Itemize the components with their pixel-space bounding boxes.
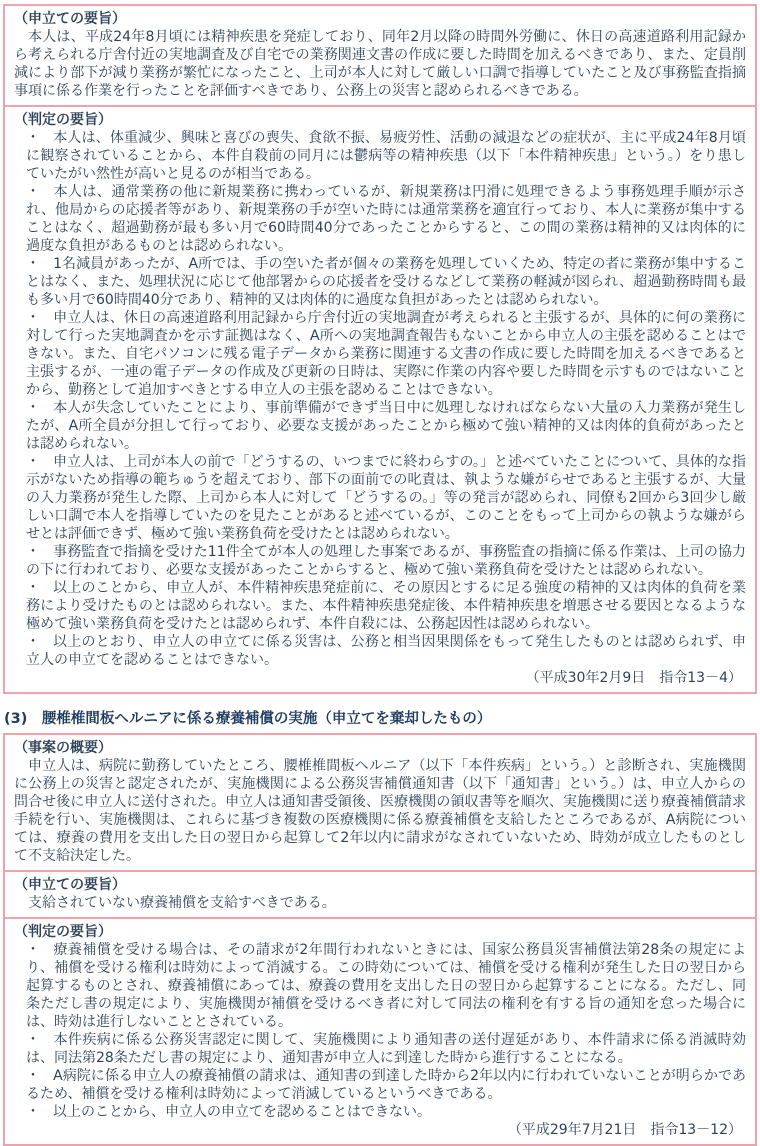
judgment-bullet-text: 以上のことから、申立人の申立てを認めることはできない。 [53,1104,431,1120]
judgment-summary-title: （判定の要旨） [14,924,112,940]
judgment-bullet [14,543,746,579]
judgment-bullet-text: 以上のとおり、申立人の申立てに係る災害は、公務と相当因果関係をもって発生したものとは認められず、申立人の申立てを認めることはできない。 [26,634,746,668]
case2-box-group [3,4,757,694]
judgment-bullet [14,633,746,669]
judgment-bullet [14,941,746,1031]
case3-claim-summary-box [5,870,755,917]
judgment-bullet [14,399,746,453]
judgment-bullet [14,579,746,633]
case3-judgment-summary-box [5,917,755,1144]
bullet-icon: ・ [26,634,41,650]
ruling-date: （平成29年7月21日 指令13－12） [507,1122,742,1138]
judgment-bullet [14,1067,746,1103]
judgment-bullet-text: 本件疾病に係る公務災害認定に関して、実施機関により通知書の送付遅延があり、本件請求に係る消滅時効は、同法第28条ただし書の規定により、通知書が申立人に到達した時から進行することになる。 [26,1032,747,1066]
bullet-icon: ・ [26,184,41,200]
bullet-icon: ・ [26,544,41,560]
bullet-icon: ・ [26,400,41,416]
bullet-icon: ・ [26,1032,41,1048]
judgment-bullet [14,1031,746,1067]
judgment-bullet-text: 申立人は、上司が本人の前で「どうするの、いつまでに終わらすの。」と述べていたことについて、具体的な指示がないため指導の範ちゅうを超えており、部下の面前での叱責は、執ような嫌がらせであると主張するが、大量の入力業務が発生した際、上司から本人に対して「どうするの。」等の発言が認められ、同僚も2回から3回少し厳しい口調で本人を指導していたのを見たことがあると述べているが、このことをもって上司からの執ような嫌がらせとは評価できず、極めて強い業務負荷を受けたとは認められない。 [26,454,747,542]
judgment-bullet-text: 本人は、通常業務の他に新規業務に携わっているが、新規業務は円滑に処理できるよう事務処理手順が示され、他局からの応援者等があり、新規業務の手が空いた時には通常業務を適宜行っており、本人に業務が集中することはなく、超過勤務が最も多い月で60時間40分であったことからすると、この間の業務は精神的又は肉体的に過度な負担があるものとは認められない。 [26,184,747,254]
claim-summary-text: 本人は、平成24年8月頃には精神疾患を発症しており、同年2月以降の時間外労働に、休日の高速道路利用記録から考えられる庁舎付近の実地調査及び自宅での業務関連文書の作成に要した時間を加えるべきであり、また、定員削減により部下が減り業務が繁忙になったこと、上司が本人に対して厳しい口調で指導していたこと及び事務監査指摘事項に係る作業を行ったことを評価すべきであり、公務上の災害と認められるべきである。 [14,29,746,99]
judgment-summary-title: （判定の要旨） [14,112,112,128]
ruling-date: （平成30年2月9日 指令13－4） [525,670,742,686]
judgment-bullet-text: 以上のことから、申立人が、本件精神疾患発症前に、その原因とするに足る強度の精神的又は肉体的負荷を業務により受けたものとは認められない。また、本件精神疾患発症後、本件精神疾患を増悪させる要因となるような極めて強い業務負荷を受けたとは認められず、本件自殺には、公務起因性は認められない。 [26,580,747,632]
judgment-bullet-text: A病院に係る申立人の療養補償の請求は、通知書の到達した時から2年以内に行われていないことが明らかであるため、補償を受ける権利は時効によって消滅しているというべきである。 [26,1068,747,1102]
bullet-icon: ・ [26,942,41,958]
bullet-icon: ・ [26,1068,41,1084]
judgment-bullet-text: 1名減員があったが、A所では、手の空いた者が個々の業務を処理していくため、特定の者に業務が集中することはなく、また、処理状況に応じて他部署からの応援者を受けるなどして業務の軽減が図られ、超過勤務時間も最も多い月で60時間40分であり、精神的又は肉体的に過度な負担があったとは認められない。 [26,256,746,308]
judgment-bullet-text: 申立人は、休日の高速道路利用記録から庁舎付近の実地調査が考えられると主張するが、具体的に何の業務に対して行った実地調査かを示す証拠はなく、A所への実地調査報告もないことから申立人の主張を認めることはできない。また、自宅パソコンに残る電子データから業務に関連する文書の作成に要した時間を加えるべきであると主張するが、一連の電子データの作成及び更新の日時は、実際に作業の内容や要した時間を示すものではないことから、勤務として追加すべきとする申立人の主張を認めることはできない。 [26,310,747,398]
claim-summary-title: （申立ての要旨） [14,11,126,27]
bullet-icon: ・ [26,1104,40,1120]
case2-judgment-summary-box [5,105,755,692]
bullet-icon: ・ [26,310,41,326]
bullet-icon: ・ [26,580,41,596]
claim-summary-title: （申立ての要旨） [14,877,126,893]
case3-overview-box [5,735,755,870]
case2-claim-summary-box [5,6,755,105]
case-overview-title: （事案の概要） [14,740,112,756]
judgment-bullet-text: 事務監査で指摘を受けた11件全てが本人の処理した事案であるが、事務監査の指摘に係る作業は、上司の協力の下に行われており、必要な支援があったことからすると、極めて強い業務負荷を受けたとは認められない。 [26,544,747,578]
judgment-bullet-text: 本人が失念していたことにより、事前準備ができず当日中に処理しなければならない大量の入力業務が発生したが、A所全員が分担して行っており、必要な支援があったことから極めて強い精神的又は肉体的負荷があったとは認められない。 [26,400,747,452]
judgment-bullet [14,183,746,255]
case-overview-text: 申立人は、病院に勤務していたところ、腰椎椎間板ヘルニア（以下「本件疾病」という。）と診断され、実施機関に公務上の災害と認定されたが、実施機関による公務災害補償通知書（以下「通知書」という。）は、申立人からの問合せ後に申立人に送付された。申立人は通知書受領後、医療機関の領収書等を順次、実施機関に送り療養補償請求手続を行い、実施機関は、これらに基づき複数の医療機関に係る療養補償を支給したところであるが、A病院については、療養の費用を支出した日の翌日から起算して2年以内に請求がなされていないため、時効が成立したものとして不支給決定した。 [14,758,746,864]
judgment-bullet [14,129,746,183]
bullet-icon: ・ [26,256,41,272]
bullet-icon: ・ [26,454,41,470]
judgment-bullet [14,1103,746,1121]
judgment-bullet [14,309,746,399]
judgment-bullet-text: 本人は、体重減少、興味と喜びの喪失、食欲不振、易疲労性、活動の減退などの症状が、主に平成24年8月頃に観察されていることから、本件自殺前の同月には鬱病等の精神疾患（以下「本件精神疾患」という。）をり患していたがい然性が高いと見るのが相当である。 [26,130,746,182]
judgment-bullet-text: 療養補償を受ける場合は、その請求が2年間行われないときには、国家公務員災害補償法第28条の規定により、補償を受ける権利は時効によって消滅する。この時効については、補償を受ける権利が発生した日の翌日から起算するものとされ、療養補償にあっては、療養の費用を支出した日の翌日から起算することになる。ただし、同条ただし書の規定により、実施機関が補償を受けるべき者に対して同法の権利を有する旨の通知を怠った場合には、時効は進行しないこととされている。 [26,942,746,1030]
section-heading: (3) 腰椎椎間板ヘルニアに係る療養補償の実施（申立てを棄却したもの） [4,711,492,727]
claim-summary-text: 支給されていない療養補償を支給すべきである。 [28,895,336,911]
judgment-bullet [14,453,746,543]
case3-box-group [3,733,757,1146]
bullet-icon: ・ [26,130,41,146]
judgment-bullet [14,255,746,309]
